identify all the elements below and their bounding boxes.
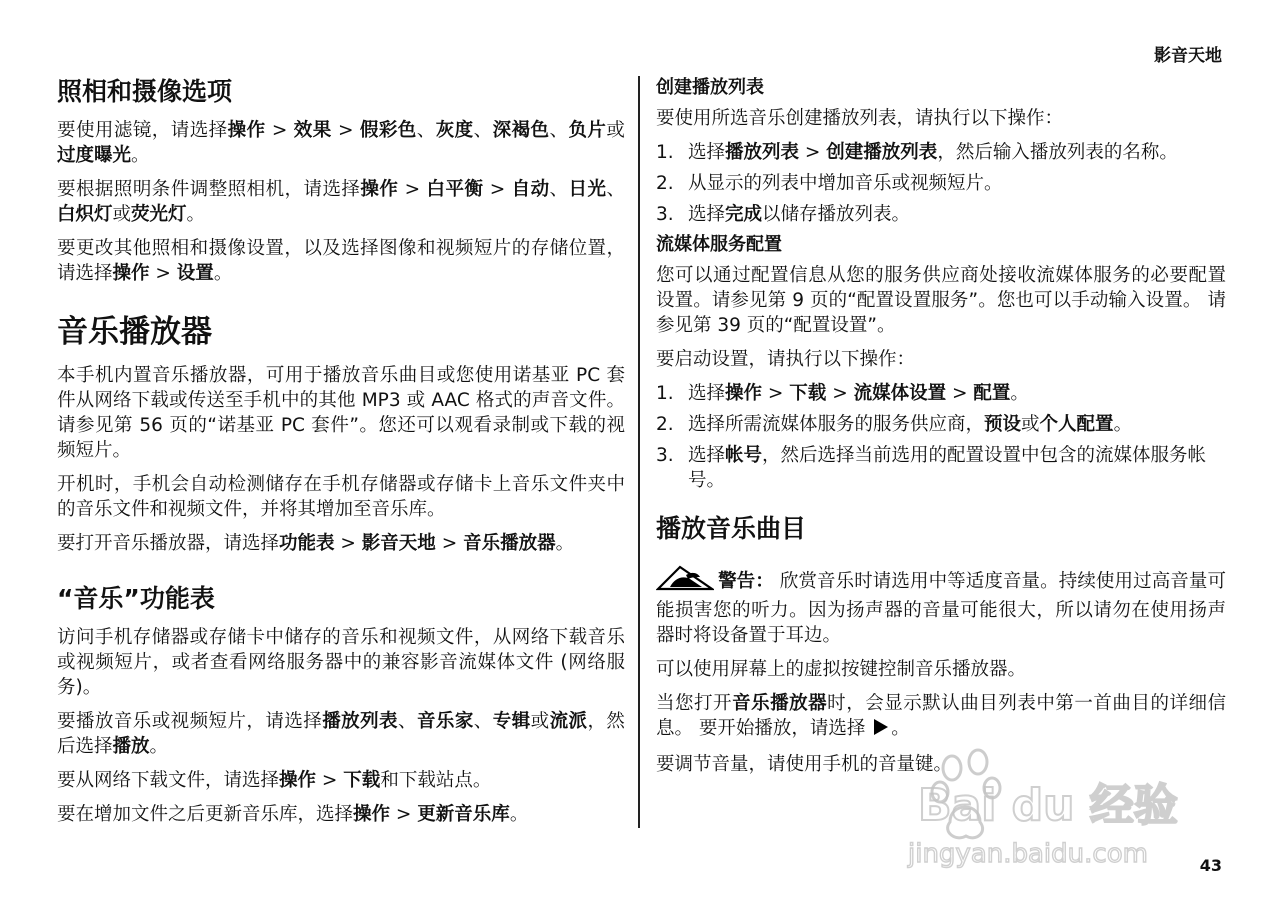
menu-term: 完成 (725, 204, 763, 225)
paragraph: 要播放音乐或视频短片，请选择播放列表、音乐家、专辑或流派，然后选择播放。 (57, 711, 625, 757)
menu-term: 预设 (984, 414, 1022, 435)
menu-term: 操作 (227, 120, 266, 141)
menu-term: 播放列表 (725, 142, 800, 163)
warning-label: 警告： (718, 571, 774, 592)
menu-term: 白炽灯 (57, 204, 113, 225)
section-title-streaming-config: 流媒体服务配置 (656, 234, 782, 255)
create-playlist-intro: 要使用所选音乐创建播放列表，请执行以下操作： (656, 108, 1064, 129)
menu-term: 帐号 (725, 445, 763, 466)
menu-term: 假彩色 (359, 120, 417, 141)
paragraph: 可以使用屏幕上的虚拟按键控制音乐播放器。 (656, 659, 1027, 680)
section-title-play-tracks: 播放音乐曲目 (656, 514, 807, 543)
step-number: 3. (656, 445, 674, 466)
step-item: 1. 选择操作 > 下载 > 流媒体设置 > 配置。 (656, 383, 1029, 404)
step-item: 2. 从显示的列表中增加音乐或视频短片。 (656, 173, 1003, 194)
menu-term: 荧光灯 (131, 204, 187, 225)
left-column (57, 76, 625, 836)
play-instruction-text: 当您打开音乐播放器时，会显示默认曲目列表中第一首曲目的详细信息。 要开始播放，请选择 (656, 693, 1226, 739)
menu-term: 下载 (789, 383, 827, 404)
paragraph: 要从网络下载文件，请选择操作 > 下载和下载站点。 (57, 770, 492, 791)
menu-term: 影音天地 (361, 533, 436, 554)
play-tracks-body (656, 657, 1226, 682)
section-title-music-menu: “音乐”功能表 (57, 584, 215, 613)
play-instruction-paragraph (656, 691, 1226, 743)
menu-term: 创建播放列表 (826, 142, 938, 163)
warning-paragraph (656, 565, 1226, 648)
menu-term: 效果 (293, 120, 332, 141)
menu-term: 流派 (549, 711, 588, 732)
menu-term: 音乐播放器 (732, 693, 828, 714)
step-number: 1. (656, 142, 674, 163)
step-item: 3. 选择完成以储存播放列表。 (656, 204, 911, 225)
step-item: 1. 选择播放列表 > 创建播放列表，然后输入播放列表的名称。 (656, 142, 1178, 163)
create-playlist-steps (656, 140, 1226, 227)
menu-term: 自动 (511, 179, 550, 200)
volume-paragraph: 要调节音量，请使用手机的音量键。 (656, 754, 953, 775)
paragraph: 要在增加文件之后更新音乐库，选择操作 > 更新音乐库。 (57, 804, 529, 825)
section-title-create-playlist: 创建播放列表 (656, 77, 764, 98)
menu-term: 日光 (568, 179, 607, 200)
streaming-config-steps (656, 381, 1226, 493)
paragraph: 本手机内置音乐播放器，可用于播放音乐曲目或您使用诺基亚 PC 套件从网络下载或传送至手机中的其他 MP3 或 AAC 格式的声音文件。请参见第 56 页的“诺基亚 PC 套件”。您还可以观看录制或下载的视频短片。 (57, 365, 625, 461)
menu-term: 播放列表 (322, 711, 398, 732)
music-player-body (57, 363, 625, 556)
step-number: 2. (656, 173, 674, 194)
warning-icon (656, 565, 714, 598)
paragraph: 要更改其他照相和摄像设置，以及选择图像和视频短片的存储位置，请选择操作 > 设置。 (57, 238, 625, 284)
paragraph: 您可以通过配置信息从您的服务供应商处接收流媒体服务的必要配置设置。请参见第 9 页的“配置设置服务”。您也可以手动输入设置。 请参见第 39 页的“配置设置”。 (656, 265, 1226, 336)
menu-term: 操作 (360, 179, 399, 200)
menu-term: 配置 (973, 383, 1011, 404)
paragraph: 访问手机存储器或存储卡中储存的音乐和视频文件，从网络下载音乐或视频短片，或者查看网络服务器中的兼容影音流媒体文件 (网络服务)。 (57, 627, 625, 698)
column-divider (638, 76, 640, 828)
paragraph: 开机时，手机会自动检测储存在手机存储器或存储卡上音乐文件夹中的音乐文件和视频文件，并将其增加至音乐库。 (57, 474, 625, 520)
menu-term: 操作 (279, 770, 317, 791)
step-number: 3. (656, 204, 674, 225)
menu-term: 灰度 (435, 120, 474, 141)
menu-term: 操作 (112, 263, 150, 284)
step-item: 3. 选择帐号，然后选择当前选用的配置设置中包含的流媒体服务帐号。 (656, 445, 1207, 491)
menu-term: 操作 (725, 383, 763, 404)
menu-term: 设置 (176, 263, 214, 284)
warning-text: 欣赏音乐时请选用中等适度音量。持续使用过高音量可能损害您的听力。因为扬声器的音量可能很大，所以请勿在使用扬声器时将设备置于耳边。 (656, 571, 1226, 646)
paragraph: 要打开音乐播放器，请选择功能表 > 影音天地 > 音乐播放器。 (57, 533, 575, 554)
section-title-music-player: 音乐播放器 (57, 314, 212, 350)
paragraph: 要使用滤镜，请选择操作 > 效果 > 假彩色、灰度、深褐色、负片或过度曝光。 (57, 120, 625, 166)
step-number: 1. (656, 383, 674, 404)
menu-term: 播放 (112, 736, 150, 757)
menu-term: 功能表 (279, 533, 335, 554)
menu-term: 音乐播放器 (463, 533, 556, 554)
menu-term: 深褐色 (492, 120, 550, 141)
menu-term: 流媒体设置 (853, 383, 947, 404)
menu-term: 专辑 (492, 711, 531, 732)
section-title-camera-options: 照相和摄像选项 (57, 77, 233, 106)
watermark-brand: Bai du 经验 (918, 780, 1178, 831)
watermark-url: jingyan.baidu.com (908, 839, 1148, 869)
step-item: 2. 选择所需流媒体服务的服务供应商，预设或个人配置。 (656, 414, 1133, 435)
step-number: 2. (656, 414, 674, 435)
paragraph: 要启动设置，请执行以下操作： (656, 349, 916, 370)
menu-term: 下载 (343, 770, 381, 791)
menu-term: 负片 (568, 120, 607, 141)
running-header: 影音天地 (1154, 46, 1222, 66)
menu-term: 个人配置 (1039, 414, 1114, 435)
right-column (656, 76, 1226, 786)
camera-options-body (57, 118, 625, 286)
music-menu-body (57, 625, 625, 827)
paragraph: 要根据照明条件调整照相机，请选择操作 > 白平衡 > 自动、日光、白炽灯或荧光灯。 (57, 179, 625, 225)
play-icon (873, 718, 889, 743)
play-instruction-end: 。 (891, 718, 910, 739)
streaming-config-body (656, 263, 1226, 372)
menu-term: 操作 (353, 804, 391, 825)
menu-term: 更新音乐库 (417, 804, 510, 825)
menu-term: 音乐家 (416, 711, 474, 732)
menu-term: 过度曝光 (57, 145, 132, 166)
page-number: 43 (1199, 856, 1222, 875)
menu-term: 白平衡 (426, 179, 484, 200)
